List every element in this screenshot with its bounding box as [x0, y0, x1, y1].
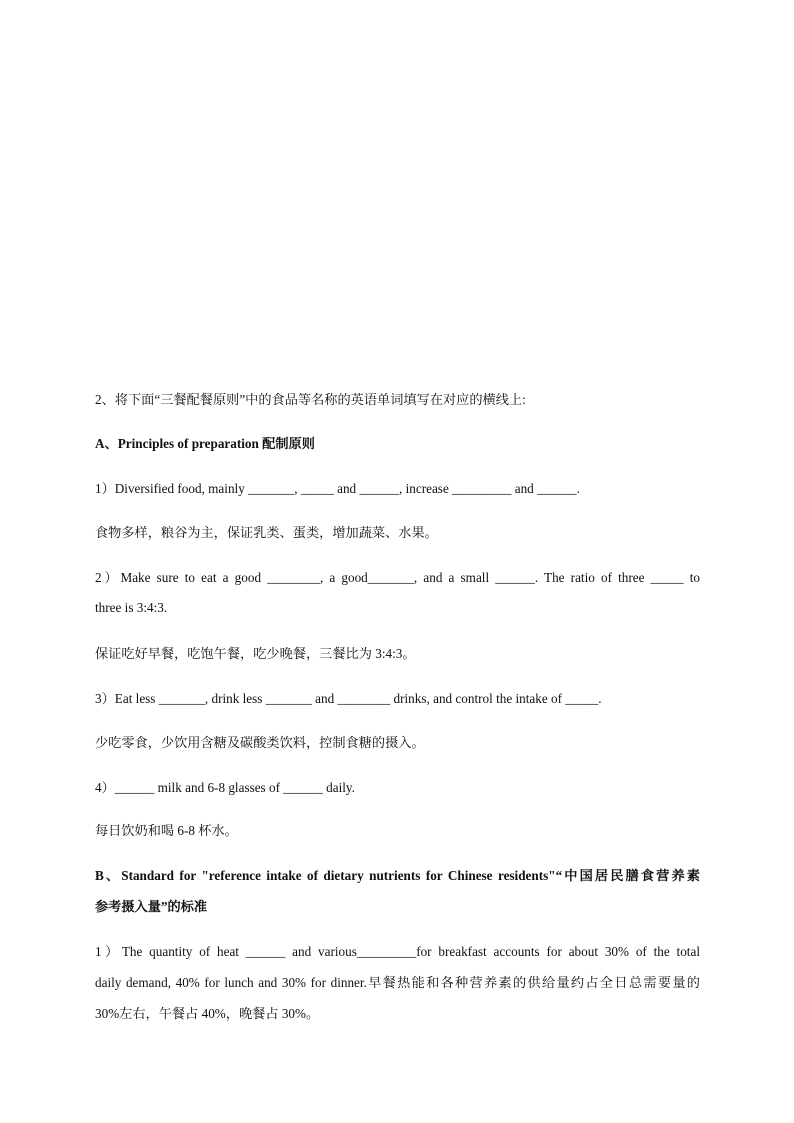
section-b-heading-line2: 参考摄入量”的标准	[95, 899, 208, 914]
item-a2-english-line2: three is 3:4:3.	[95, 600, 168, 615]
item-a1-chinese: 食物多样，粮谷为主，保证乳类、蛋类，增加蔬菜、水果。	[95, 525, 438, 540]
section-a-heading: A、Principles of preparation 配制原则	[95, 436, 315, 451]
item-b1-line1: 1）The quantity of heat ______ and various_________for breakfast accounts for about 30% of the total	[95, 944, 700, 959]
item-a3-chinese: 少吃零食，少饮用含糖及碳酸类饮料，控制食糖的摄入。	[95, 735, 425, 750]
section-b-heading-line1: B、Standard for "reference intake of dietary nutrients for Chinese residents"“中国居民膳食营养素	[95, 868, 700, 883]
item-a1-english: 1）Diversified food, mainly _______, _____ and ______, increase _________ and ______.	[95, 481, 580, 496]
item-a2-chinese: 保证吃好早餐，吃饱午餐，吃少晚餐，三餐比为 3:4:3。	[95, 646, 416, 661]
item-b1-line3: 30%左右，午餐占 40%，晚餐占 30%。	[95, 1006, 320, 1021]
item-b1-line2: daily demand, 40% for lunch and 30% for dinner.早餐热能和各种营养素的供给量约占全日总需要量的	[95, 975, 700, 990]
item-a3-english: 3）Eat less _______, drink less _______ and ________ drinks, and control the intake of _____.	[95, 691, 602, 706]
question-intro: 2、将下面“三餐配餐原则”中的食品等名称的英语单词填写在对应的横线上:	[95, 392, 526, 407]
item-a2-english-line1: 2）Make sure to eat a good ________, a good_______, and a small ______. The ratio of three _____ to	[95, 570, 700, 585]
item-a4-english: 4）______ milk and 6-8 glasses of ______ daily.	[95, 780, 355, 795]
item-a4-chinese: 每日饮奶和喝 6-8 杯水。	[95, 823, 238, 838]
